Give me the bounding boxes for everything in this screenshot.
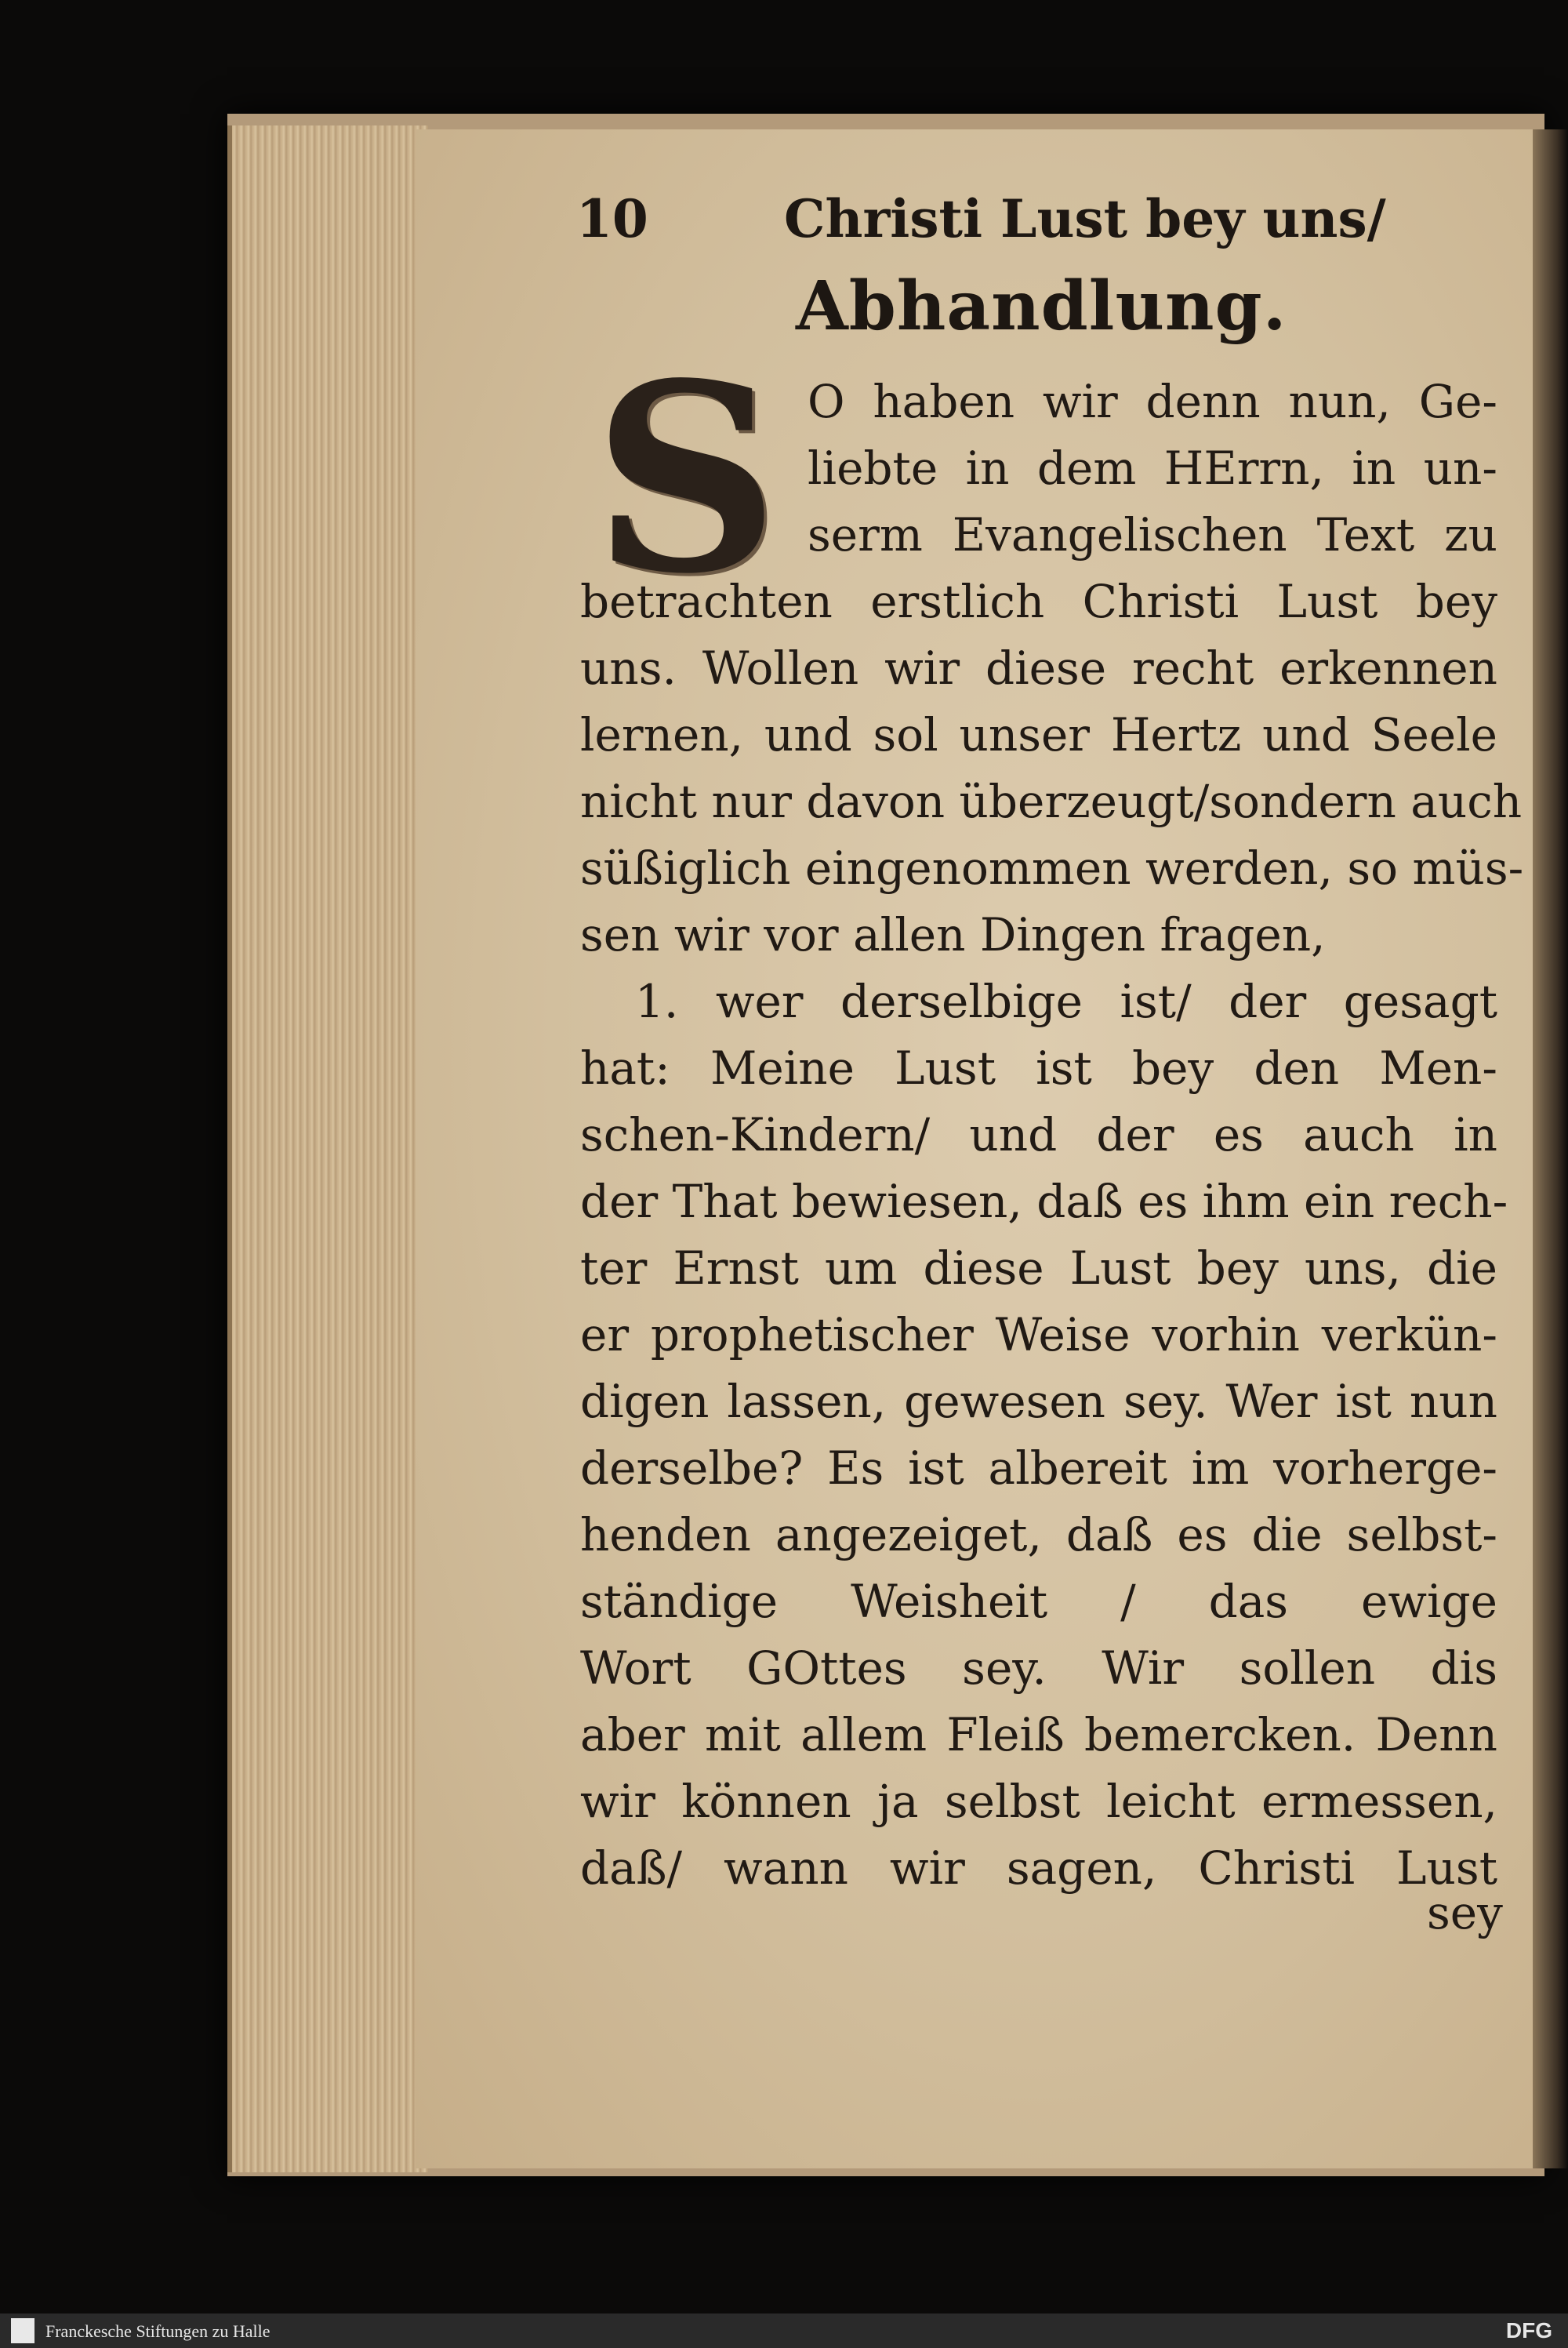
text-line: aber mit allem Fleiß bemercken. Denn xyxy=(580,1708,1497,1761)
text-line: uns. Wollen wir diese recht erkennen xyxy=(580,642,1497,695)
text-line: henden angezeiget, daß es die selbst- xyxy=(580,1508,1497,1561)
text-line: wir können ja selbst leicht ermessen, xyxy=(580,1775,1497,1828)
catchword: sey xyxy=(1427,1886,1503,1939)
dfg-logo: DFG xyxy=(1505,2318,1552,2343)
viewer-footer xyxy=(0,2313,1568,2348)
text-line: hat: Meine Lust ist bey den Men- xyxy=(580,1041,1497,1095)
page-edges xyxy=(227,125,428,2172)
text-line: der That bewiesen, daß es ihm ein rech- xyxy=(580,1175,1508,1228)
text-line: Wort GOttes sey. Wir sollen dis xyxy=(580,1641,1497,1695)
page-number: 10 xyxy=(576,188,648,249)
text-line: O haben wir denn nun, Ge- xyxy=(808,375,1497,428)
text-line: nicht nur davon überzeugt/sondern auch xyxy=(580,775,1523,828)
text-line: ständige Weisheit / das ewige xyxy=(580,1575,1497,1628)
gutter-shadow xyxy=(1533,129,1568,2168)
drop-cap: S xyxy=(592,326,780,631)
institution-name: Franckesche Stiftungen zu Halle xyxy=(45,2321,270,2341)
text-line: 1. wer derselbige ist/ der gesagt xyxy=(635,975,1497,1028)
institution-logo-icon xyxy=(11,2318,34,2343)
section-heading: Abhandlung. xyxy=(796,267,1287,346)
text-line: derselbe? Es ist albereit im vorherge- xyxy=(580,1441,1497,1495)
text-line: daß/ wann wir sagen, Christi Lust xyxy=(580,1841,1497,1895)
text-line: digen lassen, gewesen sey. Wer ist nun xyxy=(580,1375,1497,1428)
page-header xyxy=(576,188,1517,259)
text-line: betrachten erstlich Christi Lust bey xyxy=(580,575,1497,628)
text-line: ter Ernst um diese Lust bey uns, die xyxy=(580,1241,1497,1295)
text-line: lernen, und sol unser Hertz und Seele xyxy=(580,708,1497,761)
text-line: süßiglich eingenommen werden, so müs- xyxy=(580,841,1524,895)
running-head: Christi Lust bey uns/ xyxy=(784,188,1386,249)
text-line: sen wir vor allen Dingen fragen, xyxy=(580,908,1326,961)
text-line: er prophetischer Weise vorhin verkün- xyxy=(580,1308,1497,1361)
text-line: liebte in dem HErrn, in un- xyxy=(808,442,1497,495)
text-line: schen-Kindern/ und der es auch in xyxy=(580,1108,1497,1161)
text-line: serm Evangelischen Text zu xyxy=(808,508,1497,562)
body-text xyxy=(580,326,1524,1902)
